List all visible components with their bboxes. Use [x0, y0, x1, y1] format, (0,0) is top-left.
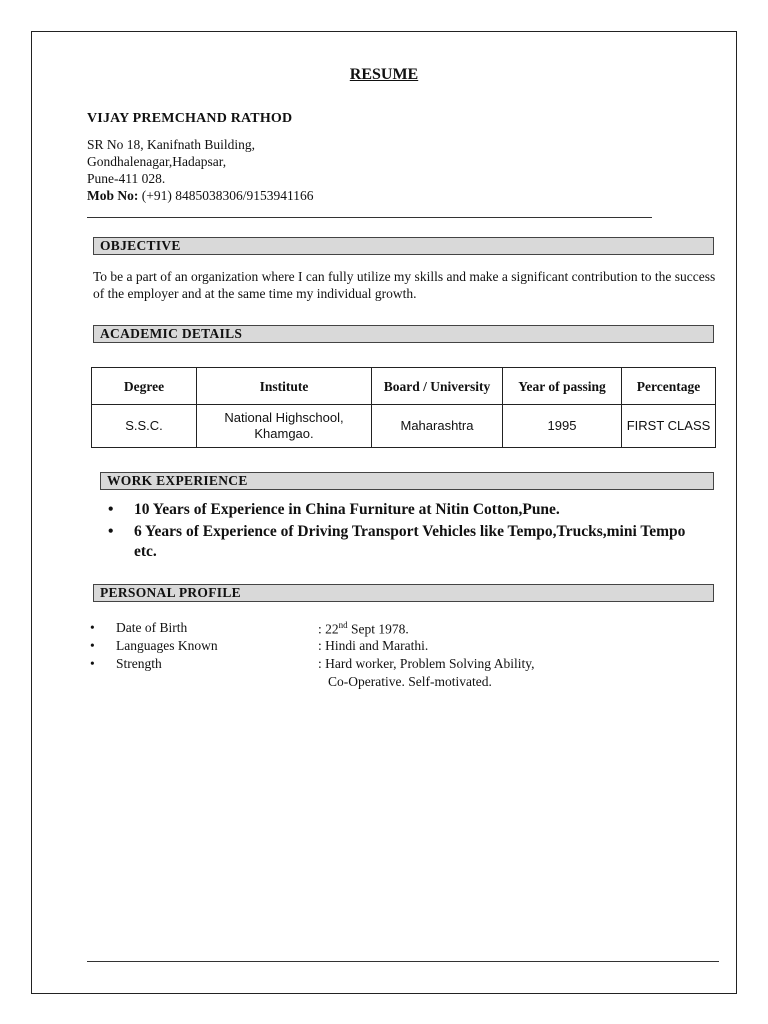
- address-line-3: Pune-411 028.: [87, 171, 166, 186]
- table-row: [92, 405, 716, 448]
- objective-text: To be a part of an organization where I can fully utilize my skills and make a significant contribution to the success of the employer and at the same time my individual growth.: [93, 269, 716, 301]
- address-block: [87, 136, 313, 204]
- bullet-icon: •: [90, 620, 95, 635]
- bullet-icon: •: [108, 523, 114, 540]
- cell-year: 1995: [503, 405, 622, 448]
- footer-divider: [87, 961, 719, 962]
- mobile-label: Mob No:: [87, 188, 139, 203]
- objective-heading: OBJECTIVE: [93, 237, 714, 255]
- strength-label: Strength: [116, 656, 162, 671]
- languages-value: : Hindi and Marathi.: [318, 638, 429, 653]
- academic-table: [91, 367, 716, 448]
- strength-value-cont: Co-Operative. Self-motivated.: [328, 674, 492, 689]
- languages-label: Languages Known: [116, 638, 218, 653]
- work-item-1: 10 Years of Experience in China Furniture at Nitin Cotton,Pune.: [134, 501, 560, 518]
- bullet-icon: •: [108, 501, 114, 518]
- work-list: [108, 500, 708, 564]
- bullet-icon: •: [90, 638, 95, 653]
- page-title: RESUME: [349, 66, 419, 83]
- cell-degree: S.S.C.: [92, 405, 197, 448]
- col-institute: Institute: [197, 368, 372, 405]
- cell-institute: National Highschool, Khamgao.: [197, 405, 372, 448]
- col-board: Board / University: [372, 368, 503, 405]
- mobile-value: (+91) 8485038306/9153941166: [138, 188, 314, 203]
- list-item: [108, 500, 708, 520]
- address-line-1: SR No 18, Kanifnath Building,: [87, 137, 255, 152]
- header-divider: [87, 217, 652, 218]
- work-heading: WORK EXPERIENCE: [100, 472, 714, 490]
- dob-prefix: : 22: [318, 621, 339, 637]
- address-line-2: Gondhalenagar,Hadapsar,: [87, 154, 227, 169]
- dob-label: Date of Birth: [116, 620, 188, 635]
- cell-board: Maharashtra: [372, 405, 503, 448]
- work-item-2: 6 Years of Experience of Driving Transport Vehicles like Tempo,Trucks,mini Tempo etc.: [134, 523, 686, 560]
- academic-header-row: [92, 368, 716, 405]
- strength-value: : Hard worker, Problem Solving Ability,: [318, 656, 535, 671]
- cell-percentage: FIRST CLASS: [622, 405, 716, 448]
- profile-heading: PERSONAL PROFILE: [93, 584, 714, 602]
- academic-heading: ACADEMIC DETAILS: [93, 325, 714, 343]
- dob-rest: Sept 1978.: [347, 621, 409, 637]
- col-percentage: Percentage: [622, 368, 716, 405]
- col-year: Year of passing: [503, 368, 622, 405]
- dob-suffix-sup: nd: [338, 620, 348, 630]
- bullet-icon: •: [90, 656, 95, 671]
- dob-value: [318, 620, 409, 638]
- mobile-number: [87, 187, 313, 204]
- col-degree: Degree: [92, 368, 197, 405]
- candidate-name: VIJAY PREMCHAND RATHOD: [87, 111, 293, 126]
- list-item: [108, 522, 708, 562]
